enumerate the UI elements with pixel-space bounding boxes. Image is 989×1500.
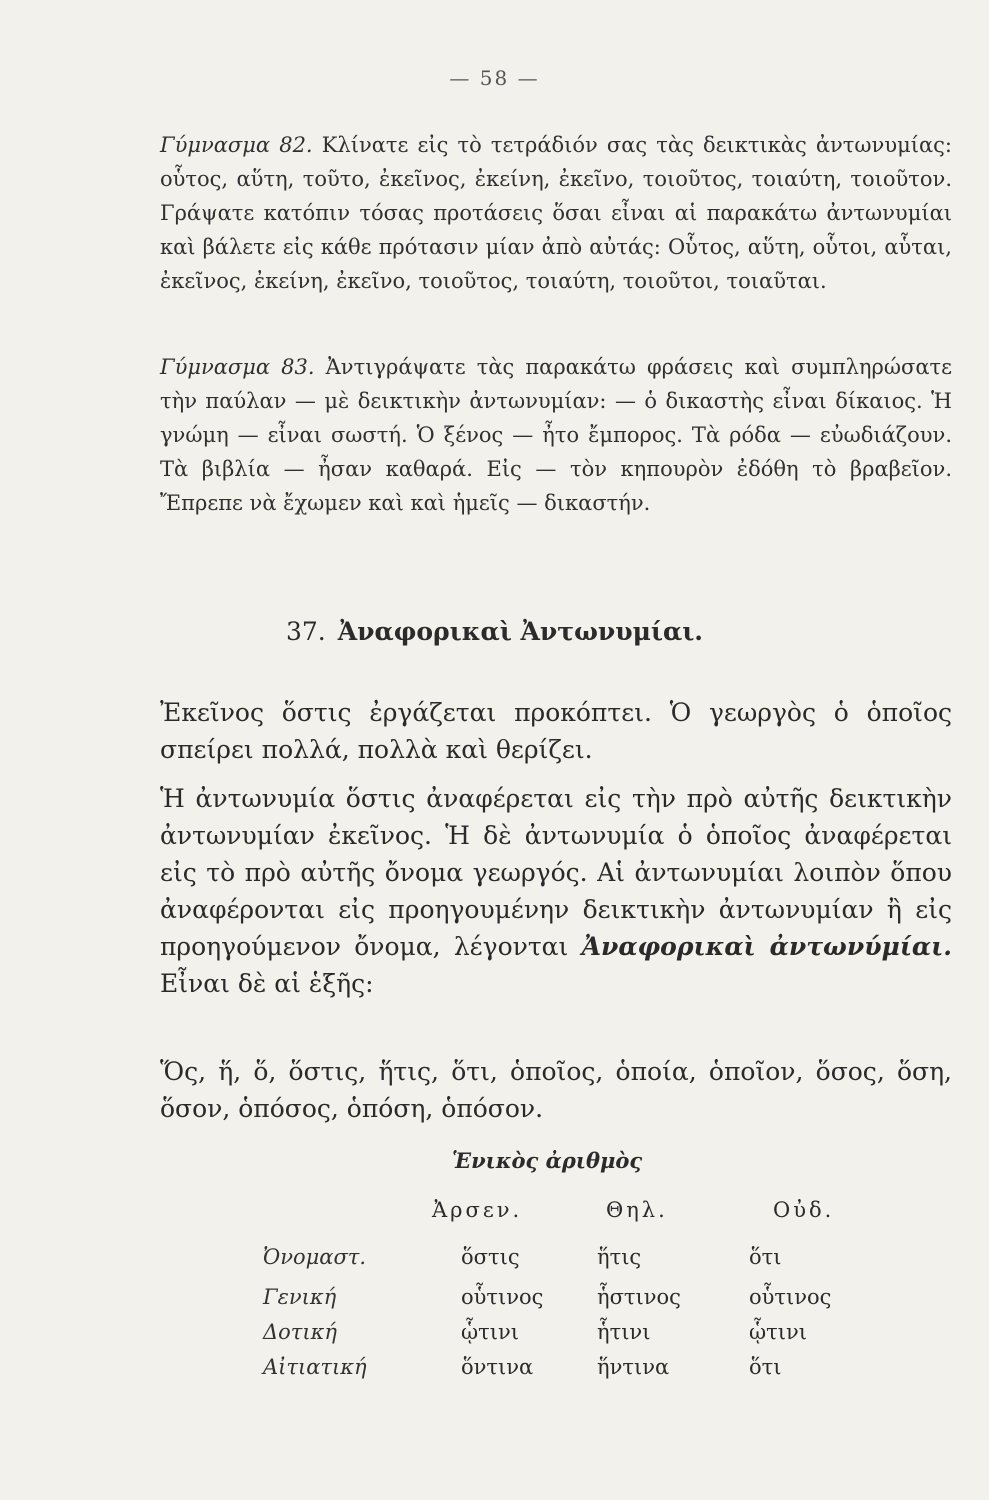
cell-masculine: ὅστις xyxy=(461,1245,520,1269)
pronoun-list: Ὅς, ἥ, ὅ, ὅστις, ἥτις, ὅτι, ὁποῖος, ὁποία, ὁποῖον, ὅσος, ὅση, ὅσον, ὁπόσος, ὁπόση, ὁπόσον. xyxy=(160,1057,952,1123)
table-title: Ἑνικὸς ἀριθμὸς xyxy=(452,1148,643,1173)
section-number: 37. xyxy=(285,617,326,646)
cell-neuter: ὅτι xyxy=(749,1355,782,1379)
table-row-accusative xyxy=(0,1355,989,1385)
cell-feminine: ἥτις xyxy=(597,1245,642,1269)
exercise-83-label: Γύμνασμα 83. xyxy=(160,355,315,379)
explanation-tail: Εἶναι δὲ αἱ ἑξῆς: xyxy=(160,969,374,998)
cell-masculine: οὗτινος xyxy=(461,1285,544,1309)
exercise-83 xyxy=(160,350,952,520)
table-row-nominative xyxy=(0,1245,989,1275)
table-row-dative xyxy=(0,1320,989,1350)
explanation-term: Ἀναφορικαὶ ἀντωνύμίαι. xyxy=(581,932,952,961)
cell-feminine: ἧστινος xyxy=(597,1285,681,1309)
cell-masculine: ᾧτινι xyxy=(461,1320,519,1344)
paragraph-explanation xyxy=(160,780,952,1002)
column-header-neuter: Οὐδ. xyxy=(773,1198,835,1222)
row-label: Γενική xyxy=(263,1285,337,1309)
exercise-82 xyxy=(160,128,952,298)
cell-feminine: ἧτινι xyxy=(597,1320,651,1344)
cell-feminine: ἥντινα xyxy=(597,1355,670,1379)
column-header-masculine: Ἀρσεν. xyxy=(432,1198,523,1222)
cell-masculine: ὅντινα xyxy=(461,1355,534,1379)
explanation-text: Ἡ ἀντωνυμία ὅστις ἀναφέρεται εἰς τὴν πρὸ αὐτῆς δεικτικὴν ἀντωνυμίαν ἐκεῖνος. Ἡ δὲ ἀντωνυμία ὁ ὁποῖος ἀναφέρεται εἰς τὸ πρὸ αὐτῆς ὄνομα γεωργός. Αἱ ἀντωνυμίαι λοιπὸν ὅπου ἀναφέρονται εἰς προηγουμένην δεικτικὴν ἀντωνυμίαν ἢ εἰς προηγούμενον ὄνομα, λέγονται xyxy=(160,784,952,961)
column-header-feminine: Θηλ. xyxy=(606,1198,668,1222)
row-label: Δοτική xyxy=(263,1320,338,1344)
exercise-83-text: Ἀντιγράψατε τὰς παρακάτω φράσεις καὶ συμπληρώσατε τὴν παύλαν — μὲ δεικτικὴν ἀντωνυμίαν: — ὁ δικαστὴς εἶναι δίκαιος. Ἡ γνώμη — εἶναι σωστή. Ὁ ξένος — ἦτο ἔμπορος. Τὰ ρόδα — εὐωδιάζουν. Τὰ βιβλία — ἦσαν καθαρά. Εἰς — τὸν κηπουρὸν ἐδόθη τὸ βραβεῖον. Ἔπρεπε νὰ ἔχωμεν καὶ καὶ ἡμεῖς — δικαστήν. xyxy=(160,355,952,515)
table-row-genitive xyxy=(0,1285,989,1315)
section-title: Ἀναφορικαὶ Ἀντωνυμίαι. xyxy=(337,617,704,646)
row-label: Ὀνομαστ. xyxy=(263,1245,367,1269)
page-number: — 58 — xyxy=(449,66,540,90)
section-heading xyxy=(0,617,989,646)
exercise-82-label: Γύμνασμα 82. xyxy=(160,133,313,157)
row-label: Αἰτιατική xyxy=(263,1355,367,1379)
paragraph-examples: Ἐκεῖνος ὅστις ἐργάζεται προκόπτει. Ὁ γεωργὸς ὁ ὁποῖος σπείρει πολλά, πολλὰ καὶ θερίζει. xyxy=(160,698,952,764)
cell-neuter: ὅτι xyxy=(749,1245,782,1269)
cell-neuter: ᾧτινι xyxy=(749,1320,807,1344)
exercise-82-text: Κλίνατε εἰς τὸ τετράδιόν σας τὰς δεικτικὰς ἀντωνυμίας: οὗτος, αὕτη, τοῦτο, ἐκεῖνος, ἐκείνη, ἐκεῖνο, τοιοῦτος, τοιαύτη, τοιοῦτον. Γράψατε κατόπιν τόσας προτάσεις ὅσαι εἶναι αἱ παρακάτω ἀντωνυμίαι καὶ βάλετε εἰς κάθε πρότασιν μίαν ἀπὸ αὐτάς: Οὗτος, αὕτη, οὗτοι, αὗται, ἐκεῖνος, ἐκείνη, ἐκεῖνο, τοιοῦτος, τοιαύτη, τοιοῦτοι, τοιαῦται. xyxy=(160,133,952,293)
cell-neuter: οὗτινος xyxy=(749,1285,832,1309)
